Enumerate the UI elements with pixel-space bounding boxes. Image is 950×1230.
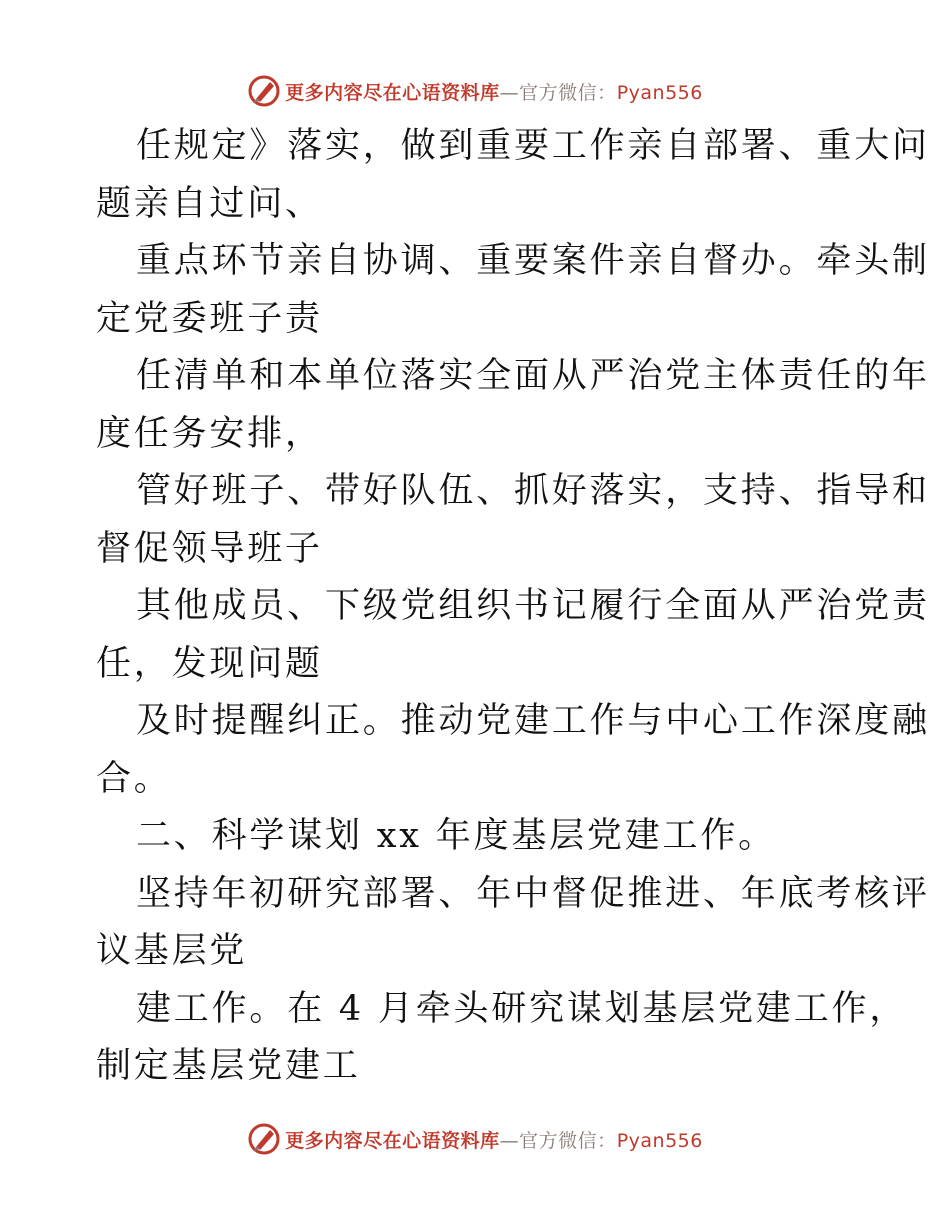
header-banner bbox=[0, 71, 950, 111]
banner-site-text: 更多内容尽在心语资料库 bbox=[285, 1129, 500, 1152]
banner-text bbox=[285, 78, 703, 105]
banner-dash: — bbox=[499, 81, 520, 104]
text-line: 议基层党 bbox=[96, 931, 248, 971]
section-heading: 二、科学谋划 xx 年度基层党建工作。 bbox=[136, 816, 776, 856]
text-line: 题亲自过问、 bbox=[96, 183, 323, 224]
text-line: 任，发现问题 bbox=[96, 643, 323, 684]
text-line: 管好班子、带好队伍、抓好落实，支持、指导和 bbox=[136, 471, 930, 511]
text-line: 度任务安排， bbox=[96, 413, 323, 454]
banner-wechat-id: Pyan556 bbox=[616, 1129, 703, 1152]
banner-dash: — bbox=[499, 1129, 520, 1152]
text-line: 其他成员、下级党组织书记履行全面从严治党责 bbox=[136, 586, 930, 626]
text-line: 制定基层党建工 bbox=[96, 1046, 361, 1086]
banner-site-text: 更多内容尽在心语资料库 bbox=[285, 81, 500, 104]
banner-text bbox=[285, 1126, 703, 1153]
text-line: 坚持年初研究部署、年中督促推进、年底考核评 bbox=[136, 873, 930, 914]
text-line: 合。 bbox=[96, 758, 172, 799]
document-body bbox=[96, 118, 930, 1096]
text-line: 定党委班子责 bbox=[96, 298, 323, 339]
banner-wechat-label: 官方微信： bbox=[519, 81, 617, 104]
text-line: 建工作。在 4 月牵头研究谋划基层党建工作， bbox=[136, 988, 908, 1029]
text-line: 任规定》落实，做到重要工作亲自部署、重大问 bbox=[136, 126, 930, 166]
banner-wechat-label: 官方微信： bbox=[519, 1129, 617, 1152]
pen-logo-icon bbox=[247, 74, 281, 108]
banner-wechat-id: Pyan556 bbox=[616, 81, 703, 104]
text-line: 任清单和本单位落实全面从严治党主体责任的年 bbox=[136, 356, 930, 396]
text-line: 及时提醒纠正。推动党建工作与中心工作深度融 bbox=[136, 701, 930, 741]
text-line: 督促领导班子 bbox=[96, 528, 323, 569]
footer-banner bbox=[0, 1119, 950, 1159]
pen-logo-icon bbox=[247, 1122, 281, 1156]
text-line: 重点环节亲自协调、重要案件亲自督办。牵头制 bbox=[136, 241, 930, 281]
